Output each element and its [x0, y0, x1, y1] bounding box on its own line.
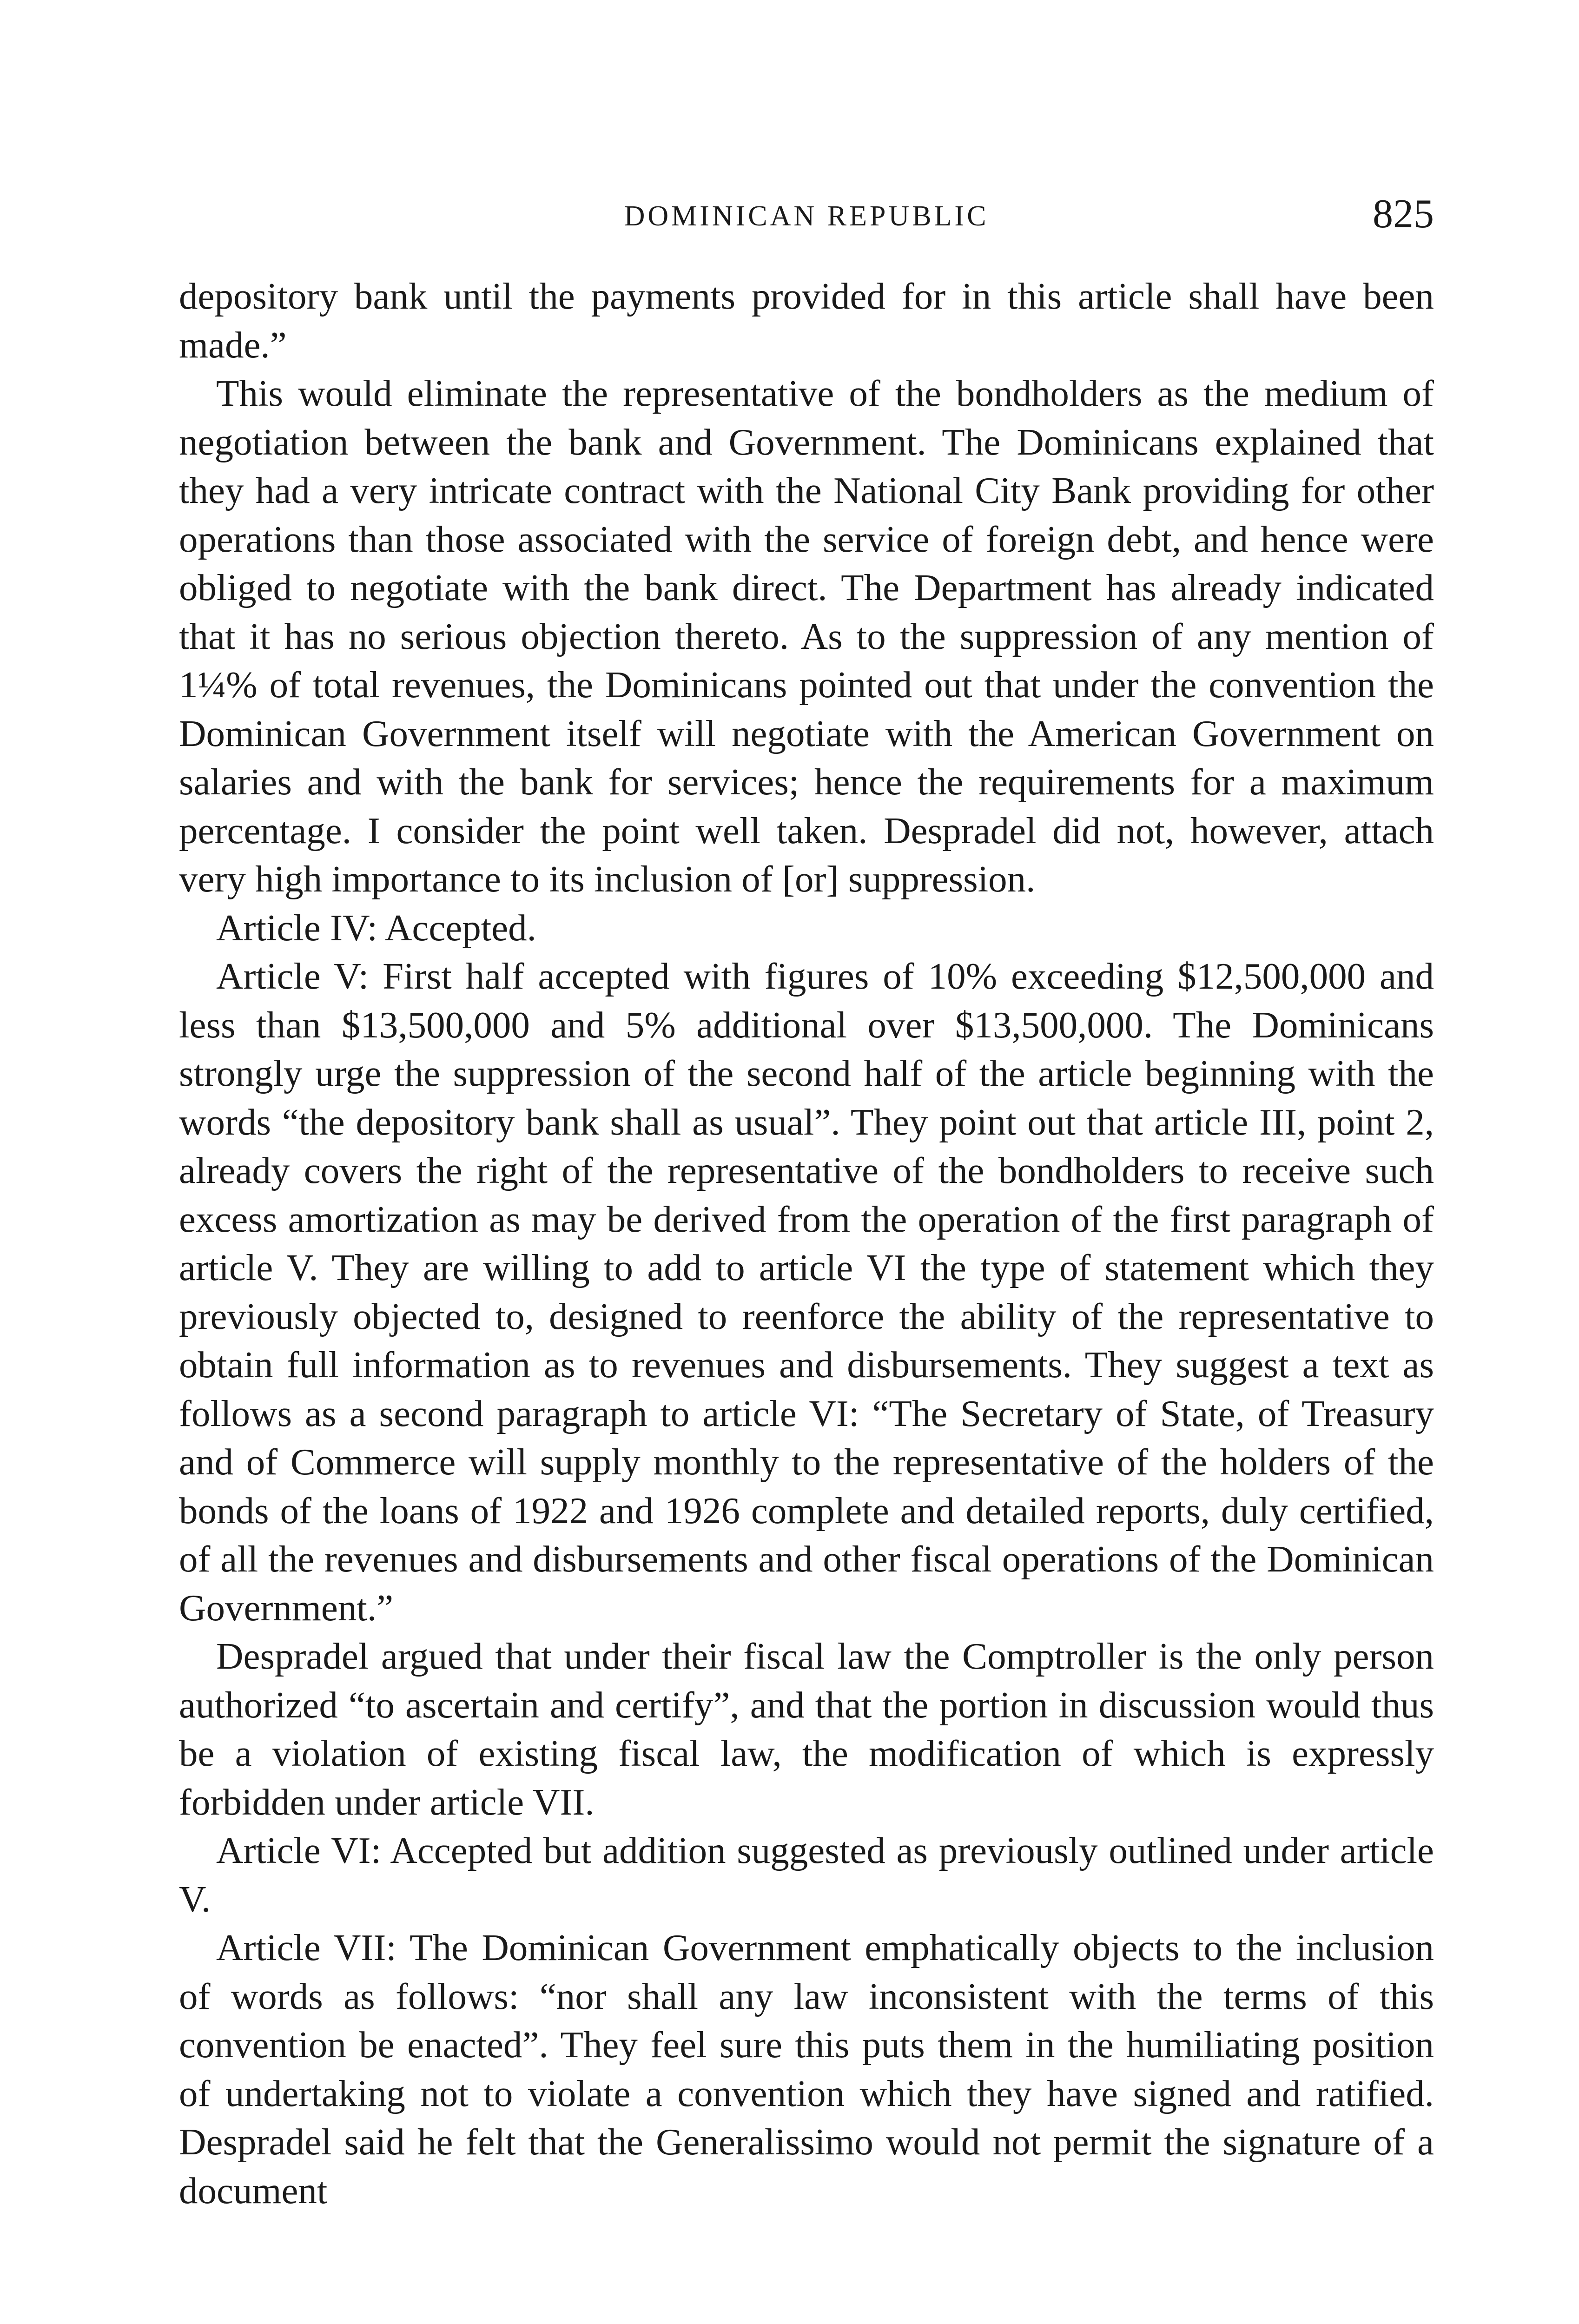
page-header	[179, 191, 1434, 242]
paragraph: Article IV: Accepted.	[216, 906, 536, 949]
paragraph: Article V: First half accepted with figures of 10% exceeding $12,500,000 and less than $13,500,000 and 5% additional over $13,500,000. The Dominicans strongly urge the suppression of the second half of the article beginning with the words “the depository bank shall as usual”. They point out that article III, point 2, already covers the right of the representative of the bondholders to receive such excess amortization as may be derived from the operation of the first paragraph of article V. They are willing to add to article VI the type of statement which they previously objected to, designed to reenforce the ability of the representative to obtain full information as to revenues and disbursements. They suggest a text as follows as a second paragraph to article VI: “The Secretary of State, of Treasury and of Commerce will supply monthly to the representative of the holders of the bonds of the loans of 1922 and 1926 complete and detailed reports, duly certified, of all the revenues and disbursements and other fiscal operations of the Dominican Government.”	[179, 955, 1434, 1629]
paragraph: This would eliminate the representative of the bondholders as the medium of negotiation between the bank and Government. The Dominicans explained that they had a very intricate contract with the National City Bank providing for other operations than those associated with the service of foreign debt, and hence were obliged to negotiate with the bank direct. The Department has already indicated that it has no serious objection thereto. As to the suppression of any mention of 1¼% of total revenues, the Dominicans pointed out that under the convention the Dominican Government itself will negotiate with the American Government on salaries and with the bank for services; hence the requirements for a maximum percentage. I consider the point well taken. Despradel did not, however, attach very high importance to its inclusion of [or] suppression.	[179, 372, 1434, 900]
body-text	[179, 272, 1434, 2215]
paragraph: Article VII: The Dominican Government emphatically objects to the inclusion of words as follows: “nor shall any law inconsistent with the terms of this convention be enacted”. They feel sure this puts them in the humiliating position of undertaking not to violate a convention which they have signed and ratified. Despradel said he felt that the Generalissimo would not permit the signature of a document	[179, 1927, 1434, 2212]
paragraph: Despradel argued that under their fiscal law the Comptroller is the only person authorized “to ascertain and certify”, and that the portion in discussion would thus be a violation of existing fiscal law, the modification of which is expressly forbidden under article VII.	[179, 1635, 1434, 1823]
paragraph: Article VI: Accepted but addition suggested as previously outlined under article V.	[179, 1829, 1434, 1920]
running-head: DOMINICAN REPUBLIC	[624, 200, 989, 232]
page-number: 825	[1373, 191, 1434, 237]
paragraph-continuation: depository bank until the payments provided for in this article shall have been made.”	[179, 275, 1434, 366]
